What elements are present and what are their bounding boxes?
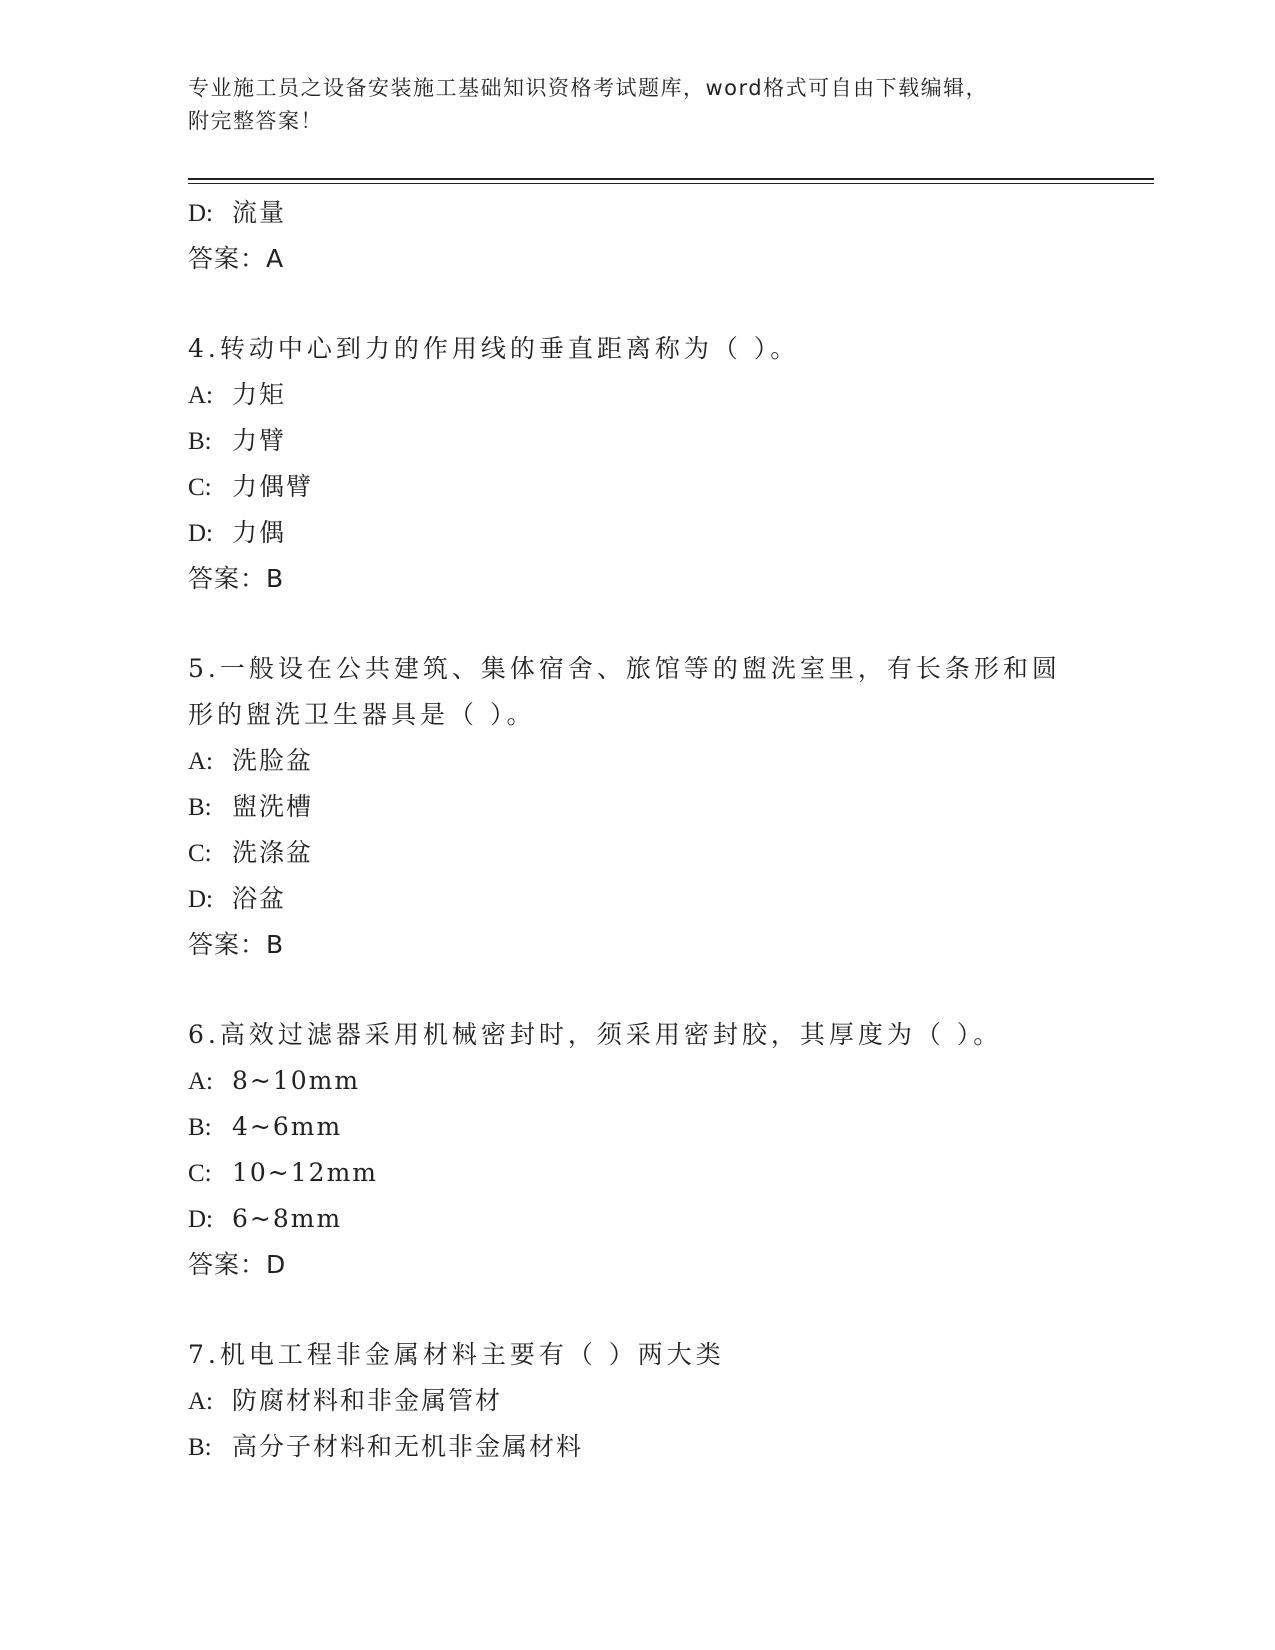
option-letter: A:: [188, 1068, 213, 1095]
option-line: [188, 1058, 1088, 1104]
option-line: [188, 418, 1088, 464]
question-stem: 5.一般设在公共建筑、集体宿舍、旅馆等的盥洗室里，有长条形和圆: [188, 654, 1061, 683]
option-letter: A:: [188, 1388, 213, 1415]
option-line: [188, 1196, 1088, 1242]
option-letter: C:: [188, 1160, 212, 1187]
option-line: [188, 784, 1088, 830]
header-divider-thin: [188, 183, 1154, 184]
answer-line: 答案：D: [188, 1250, 287, 1279]
option-letter: C:: [188, 474, 212, 501]
option-text: 盥洗槽: [232, 792, 314, 821]
option-text: 洗涤盆: [232, 838, 314, 867]
answer-line: 答案：B: [188, 930, 285, 959]
question-list: [188, 190, 1088, 1470]
option-letter: B:: [188, 1114, 212, 1141]
question-stem: 4.转动中心到力的作用线的垂直距离称为（ ）。: [188, 334, 800, 363]
option-text: 力偶: [232, 518, 287, 547]
option-line: [188, 190, 1088, 236]
answer-line: 答案：B: [188, 564, 285, 593]
question-stem: 7.机电工程非金属材料主要有（ ）两大类: [188, 1340, 725, 1369]
option-text: 力矩: [232, 380, 287, 409]
option-text: 4~6mm: [232, 1112, 343, 1141]
option-line: [188, 510, 1088, 556]
option-letter: C:: [188, 840, 212, 867]
option-text: 8~10mm: [232, 1066, 361, 1095]
option-line: [188, 464, 1088, 510]
document-header: [188, 72, 1088, 138]
option-line: [188, 738, 1088, 784]
option-letter: D:: [188, 200, 213, 227]
option-letter: D:: [188, 886, 213, 913]
option-text: 浴盆: [232, 884, 287, 913]
question-stem: 6.高效过滤器采用机械密封时，须采用密封胶，其厚度为（ ）。: [188, 1020, 1003, 1049]
option-letter: A:: [188, 382, 213, 409]
header-divider-thick: [188, 178, 1154, 180]
block-spacer: [188, 602, 1088, 646]
option-text: 10~12mm: [232, 1158, 378, 1187]
option-text: 防腐材料和非金属管材: [232, 1386, 503, 1415]
option-line: [188, 1150, 1088, 1196]
answer-line: 答案：A: [188, 244, 285, 273]
option-letter: D:: [188, 1206, 213, 1233]
option-letter: B:: [188, 1434, 212, 1461]
option-line: [188, 830, 1088, 876]
option-text: 高分子材料和无机非金属材料: [232, 1432, 584, 1461]
option-line: [188, 372, 1088, 418]
option-letter: D:: [188, 520, 213, 547]
option-line: [188, 1104, 1088, 1150]
block-spacer: [188, 282, 1088, 326]
option-text: 力臂: [232, 426, 287, 455]
header-line-2: 附完整答案！: [188, 109, 323, 133]
option-line: [188, 1424, 1088, 1470]
option-letter: A:: [188, 748, 213, 775]
option-text: 洗脸盆: [232, 746, 314, 775]
option-text: 力偶臂: [232, 472, 314, 501]
block-spacer: [188, 968, 1088, 1012]
option-text: 流量: [232, 198, 287, 227]
question-stem: 形的盥洗卫生器具是（ ）。: [188, 700, 536, 729]
header-line-1: 专业施工员之设备安装施工基础知识资格考试题库，word格式可自由下载编辑，: [188, 76, 989, 100]
block-spacer: [188, 1288, 1088, 1332]
option-text: 6~8mm: [232, 1204, 343, 1233]
option-letter: B:: [188, 428, 212, 455]
option-letter: B:: [188, 794, 212, 821]
option-line: [188, 1378, 1088, 1424]
option-line: [188, 876, 1088, 922]
